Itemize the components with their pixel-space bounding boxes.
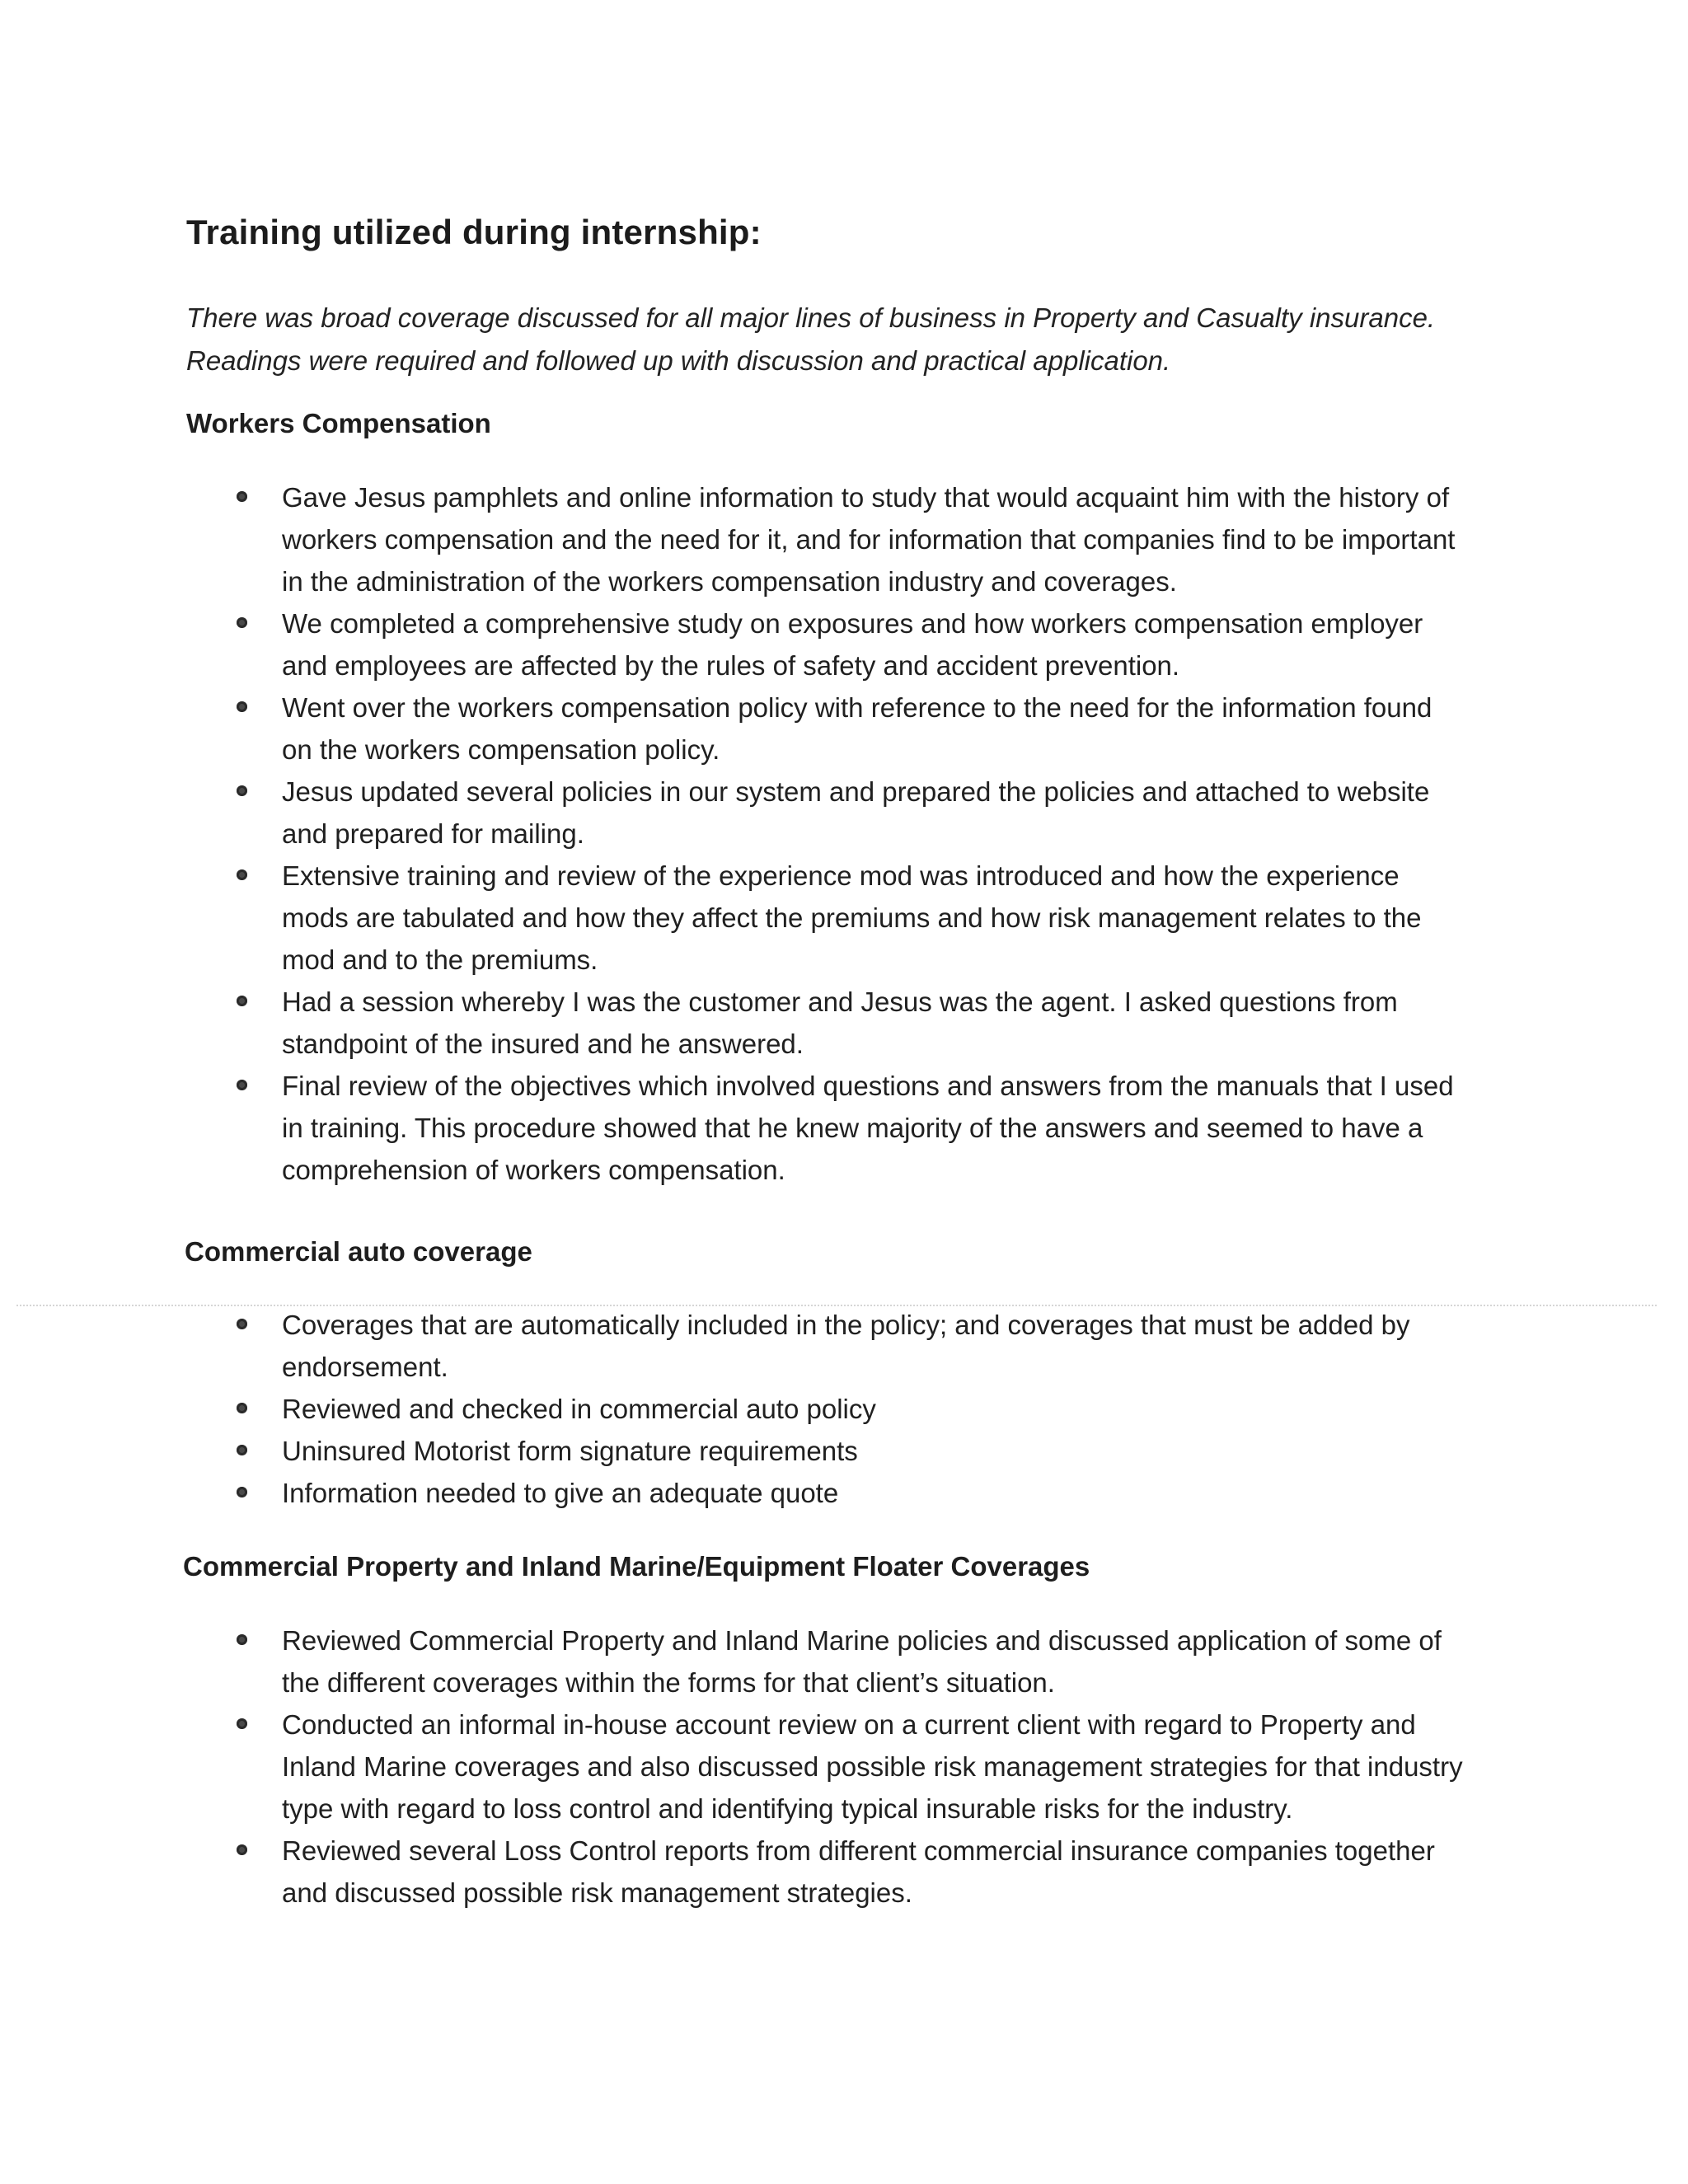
list-item: Conducted an informal in-house account review on a current client with regard to Property and Inland Marine coverages and also discussed possible risk management strategies for that industry type with regard to loss control and identifying typical insurable risks for the industry. [239, 1704, 1467, 1830]
section-heading-commercial-property: Commercial Property and Inland Marine/Equipment Floater Coverages [183, 1551, 1090, 1582]
bullet-icon [237, 996, 247, 1006]
bullet-icon [237, 1319, 247, 1329]
list-item: Went over the workers compensation policy with reference to the need for the information found on the workers compensation policy. [239, 687, 1467, 771]
list-item: Reviewed Commercial Property and Inland Marine policies and discussed application of some of the different coverages within the forms for that client’s situation. [239, 1619, 1467, 1704]
intro-line: There was broad coverage discussed for all major lines of business in Property and Casualty insurance. [186, 302, 1436, 333]
bullet-icon [237, 1080, 247, 1090]
bullet-icon [237, 1844, 247, 1855]
list-item: We completed a comprehensive study on exposures and how workers compensation employer and employees are affected by the rules of safety and accident prevention. [239, 602, 1467, 687]
bullet-icon [237, 701, 247, 712]
list-item: Had a session whereby I was the customer and Jesus was the agent. I asked questions from standpoint of the insured and he answered. [239, 981, 1467, 1065]
list-item: Extensive training and review of the experience mod was introduced and how the experience mods are tabulated and how they affect the premiums and how risk management relates to the mod and to the premiums. [239, 855, 1467, 981]
bullet-icon [237, 869, 247, 880]
bullet-icon [237, 491, 247, 502]
bullet-icon [237, 617, 247, 628]
section-heading-commercial-auto: Commercial auto coverage [185, 1236, 532, 1267]
list-item: Reviewed several Loss Control reports from different commercial insurance companies together and discussed possible risk management strategies. [239, 1830, 1467, 1914]
list-item: Gave Jesus pamphlets and online information to study that would acquaint him with the history of workers compensation and the need for it, and for information that companies find to be important in the administration of the workers compensation industry and coverages. [239, 476, 1467, 602]
bullet-icon [237, 1718, 247, 1729]
page-title: Training utilized during internship: [186, 213, 762, 251]
list-item: Reviewed and checked in commercial auto policy [239, 1388, 1467, 1430]
intro-paragraph [186, 297, 1472, 382]
bullet-icon [237, 785, 247, 796]
list-item: Final review of the objectives which involved questions and answers from the manuals that I used in training. This procedure showed that he knew majority of the answers and seemed to have a comprehension of workers compensation. [239, 1065, 1467, 1191]
intro-line: Readings were required and followed up with discussion and practical application. [186, 345, 1171, 376]
commercial-property-list [239, 1619, 1467, 1914]
section-heading-workers-compensation: Workers Compensation [186, 408, 491, 438]
commercial-auto-list [239, 1304, 1467, 1514]
bullet-icon [237, 1634, 247, 1645]
list-item: Jesus updated several policies in our system and prepared the policies and attached to website and prepared for mailing. [239, 771, 1467, 855]
bullet-icon [237, 1403, 247, 1413]
bullet-icon [237, 1445, 247, 1455]
list-item: Coverages that are automatically included in the policy; and coverages that must be added by endorsement. [239, 1304, 1467, 1388]
bullet-icon [237, 1487, 247, 1497]
list-item: Uninsured Motorist form signature requirements [239, 1430, 1467, 1472]
list-item: Information needed to give an adequate quote [239, 1472, 1467, 1514]
workers-compensation-list [239, 476, 1467, 1191]
